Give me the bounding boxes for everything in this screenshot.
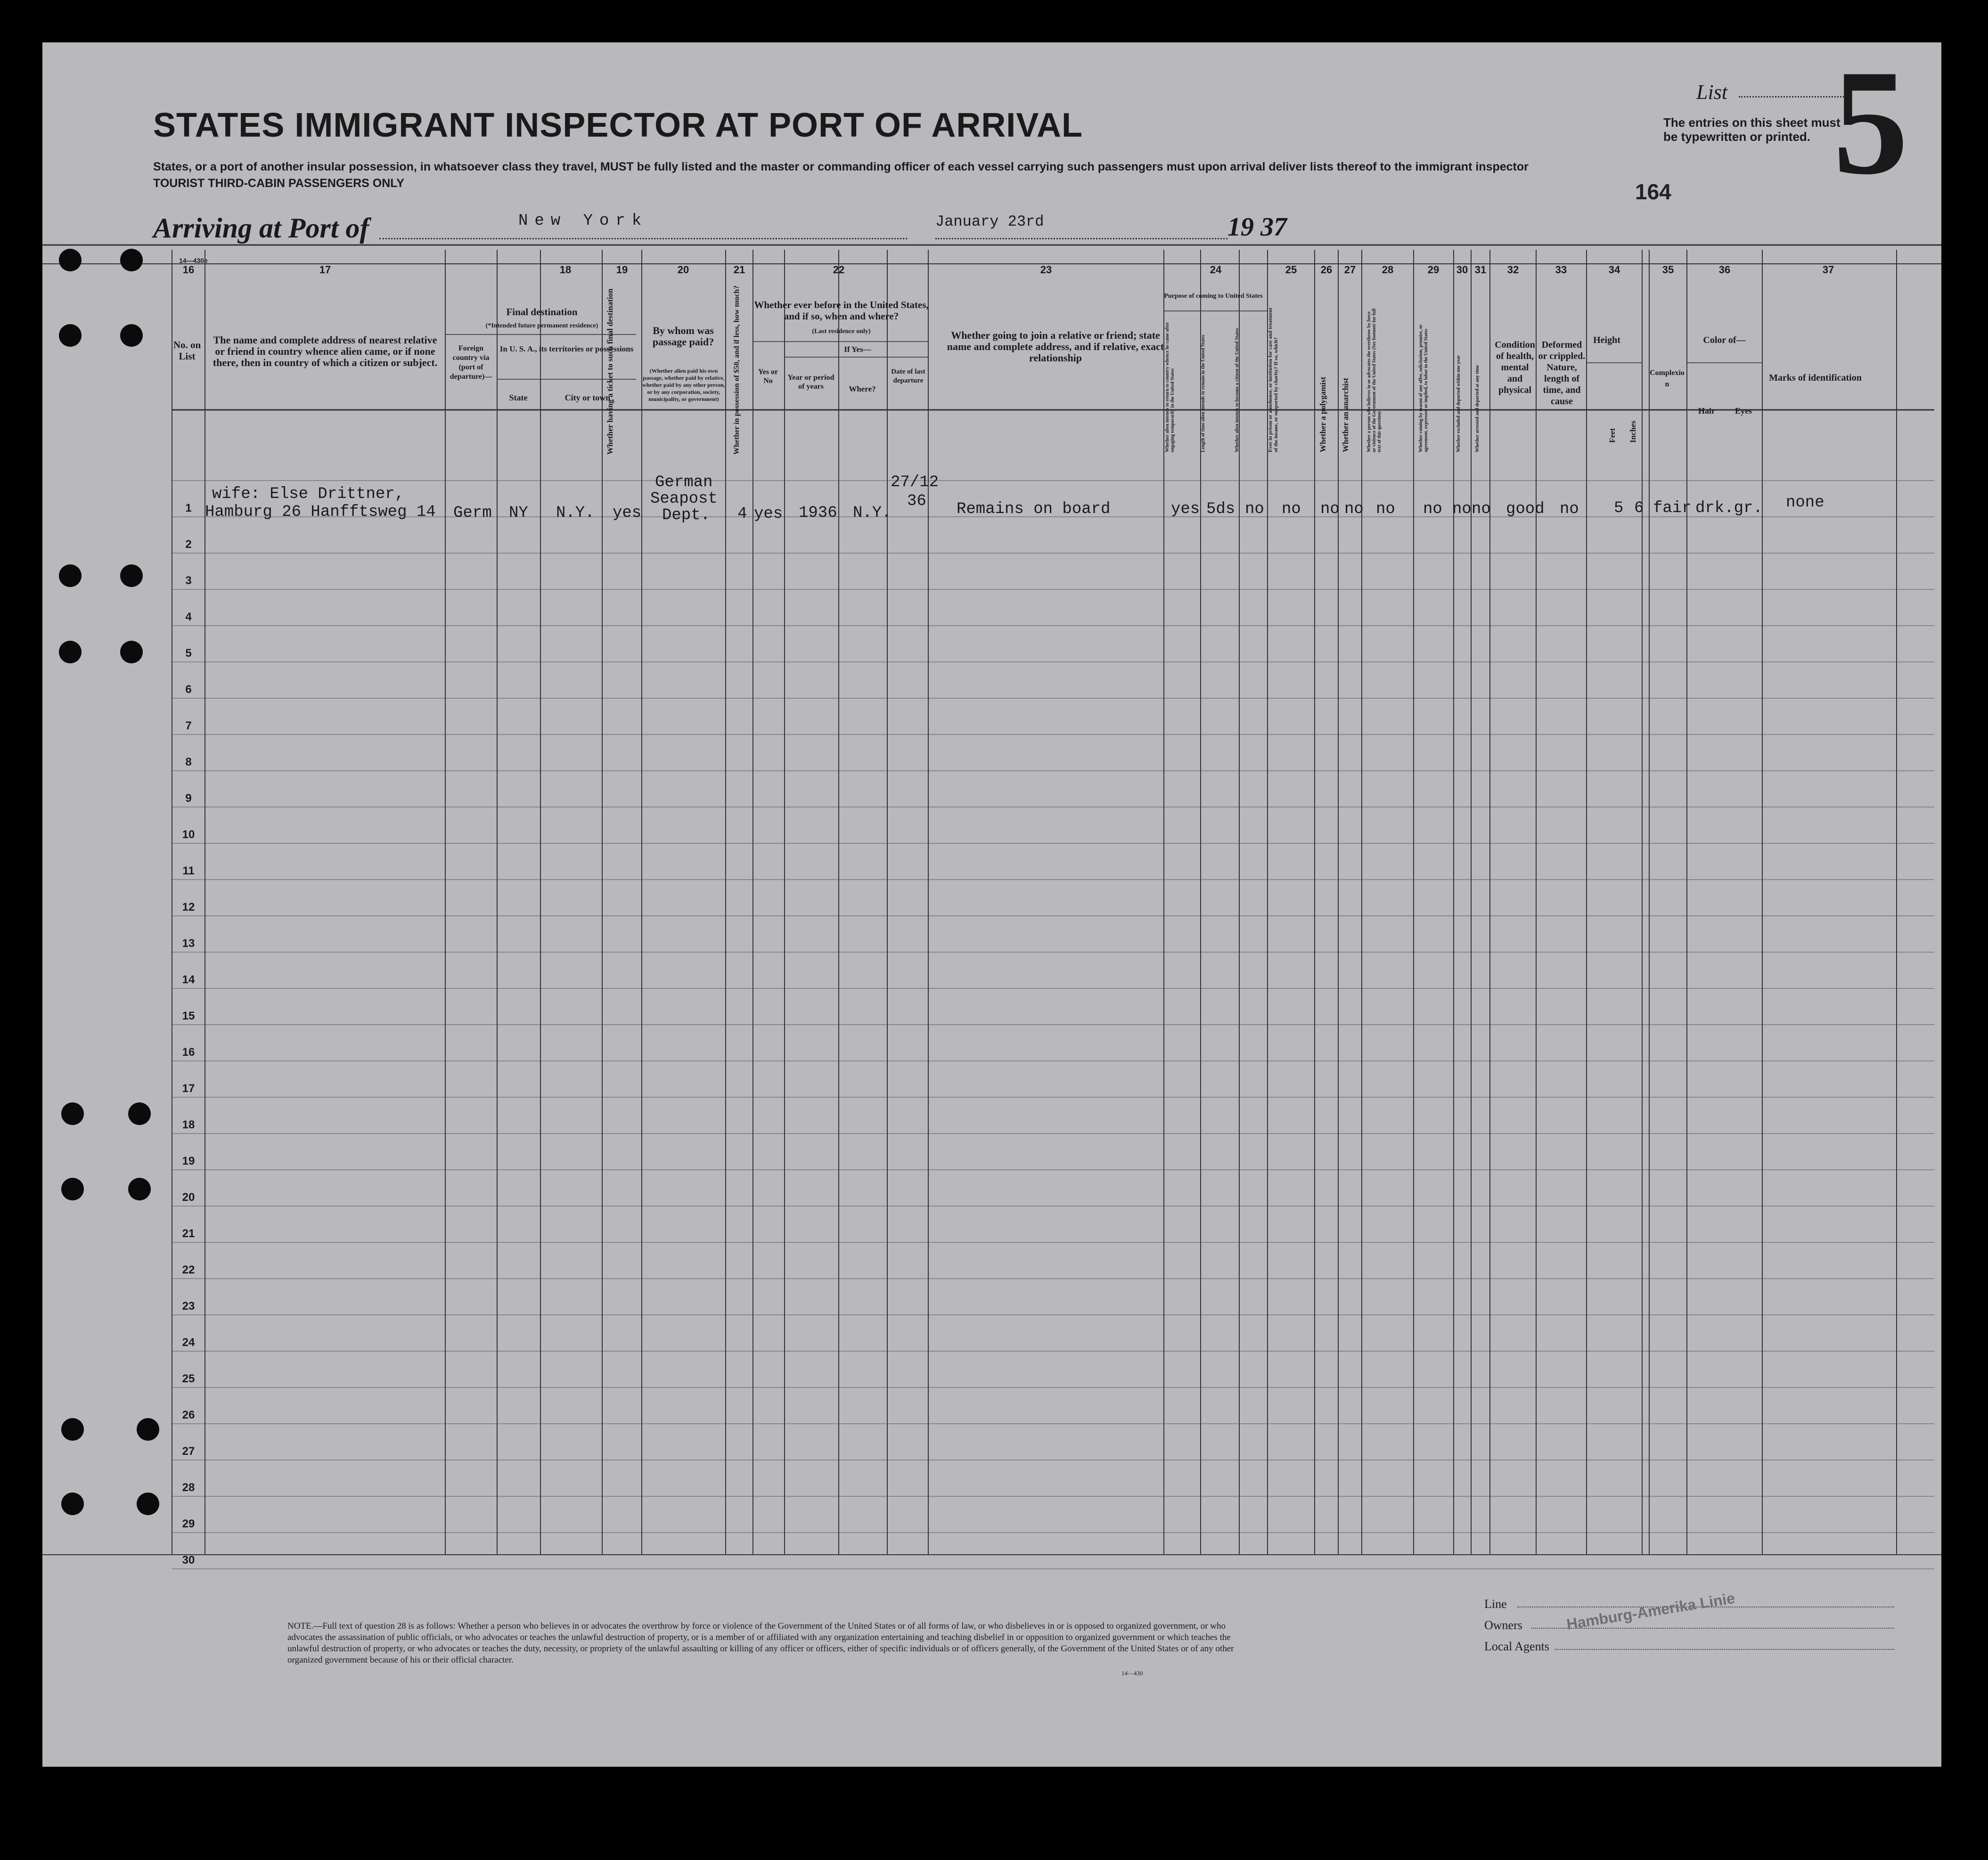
punch-hole <box>61 1102 84 1125</box>
column-number: 19 <box>616 264 628 276</box>
header-purpose-return: Whether alien intends to return to country whence he came after engaging temporarily in the United States <box>1165 322 1175 452</box>
footer-agents-label: Local Agents <box>1484 1640 1549 1653</box>
hamburg-amerika-stamp: Hamburg-Amerika Linie <box>1565 1589 1736 1633</box>
entry-health: good <box>1506 500 1545 518</box>
header-relative: The name and complete address of nearest relative or friend in country whence alien came, or if none there, then in country of which a citizen or subject. <box>213 334 438 368</box>
entry-departure-top: 27/12 <box>891 473 939 491</box>
column-number: 23 <box>1040 264 1052 276</box>
header-inches: Inches <box>1628 420 1637 443</box>
punch-hole <box>137 1418 159 1441</box>
punch-hole <box>120 324 143 347</box>
row-number: 22 <box>182 1264 195 1276</box>
punch-hole <box>120 564 143 587</box>
row-number: 23 <box>182 1300 195 1313</box>
row-number: 3 <box>185 574 192 587</box>
punch-hole <box>59 324 82 347</box>
entry-arrested: no <box>1472 500 1491 518</box>
entry-overthrow: no <box>1376 500 1395 518</box>
manifest-grid <box>42 42 1941 1767</box>
row-number: 2 <box>185 538 192 551</box>
header-offer-labor: Whether coming by reason of any offer, solicitation, promise, or agreement, expressed or implied, to labor in the United States <box>1418 324 1429 452</box>
column-number: 37 <box>1822 264 1834 276</box>
column-number: 21 <box>733 264 745 276</box>
header-paid-by-sub: (Whether alien paid his own passage, whether paid by relative, whether paid by any other person, or by any corporation, society, municipality, or government) <box>642 367 725 402</box>
row-number: 17 <box>182 1082 195 1095</box>
column-number: 35 <box>1662 264 1674 276</box>
entry-inches: 6 <box>1634 499 1644 517</box>
row-number: 15 <box>182 1010 195 1022</box>
row-number: 8 <box>185 756 192 768</box>
column-number: 26 <box>1320 264 1333 276</box>
header-city: City or town <box>564 393 611 402</box>
row-number: 30 <box>182 1554 195 1566</box>
entry-where: N.Y. <box>853 504 892 522</box>
column-number: 28 <box>1382 264 1394 276</box>
handwritten-number: 164 <box>1635 179 1671 204</box>
column-number: 20 <box>677 264 689 276</box>
header-purpose-length: Length of time alien intends to remain in the United States <box>1201 334 1206 452</box>
header-money: Whether in possession of $50, and if less, how much? <box>733 285 741 455</box>
header-if-yes: If Yes— <box>844 345 871 354</box>
header-final-destination: Final destination <box>506 306 578 318</box>
entry-marks: none <box>1786 494 1824 512</box>
punch-hole <box>128 1178 151 1200</box>
header-deformed: Deformed or crippled. Nature, length of time, and cause <box>1538 340 1586 407</box>
punch-hole <box>59 564 82 587</box>
entry-feet: 5 <box>1614 499 1624 517</box>
entry-length: 5ds <box>1206 500 1235 518</box>
row-number: 18 <box>182 1118 195 1131</box>
entry-paid-by-1: German <box>655 473 713 491</box>
header-ticket: Whether having a ticket to such final destination <box>605 288 614 455</box>
column-number: 30 <box>1456 264 1468 276</box>
footer-form-code: 14—430 <box>1121 1670 1143 1677</box>
row-number: 21 <box>182 1227 195 1240</box>
row-number: 16 <box>182 1046 195 1059</box>
footer-agents-rule <box>1555 1649 1894 1650</box>
header-marks: Marks of identification <box>1769 373 1862 383</box>
header-prison: Ever in prison or almshouse, or institution for care and treatment of the insane, or supported by charity? If so, which? <box>1268 307 1279 452</box>
column-number: 33 <box>1555 264 1567 276</box>
footer-owners-label: Owners <box>1484 1618 1522 1632</box>
row-number: 6 <box>185 683 192 696</box>
header-yes-no: Yes or No <box>758 368 778 385</box>
punch-hole <box>61 1418 84 1441</box>
entry-anarchist: no <box>1344 500 1364 518</box>
row-number: 26 <box>182 1409 195 1421</box>
year-value: 19 37 <box>1227 212 1287 242</box>
punch-hole <box>61 1493 84 1515</box>
column-number: 17 <box>319 264 331 276</box>
column-number: 32 <box>1507 264 1519 276</box>
header-overthrow: Whether a person who believes in or advocates the overthrow by force or violence of the Government of the United States (See footnote for full text of this question) <box>1366 308 1382 452</box>
port-value: New York <box>518 212 648 230</box>
column-number: 16 <box>182 264 195 276</box>
header-no-on-list: No. on List <box>173 339 201 362</box>
typewritten-note-1: The entries on this sheet must <box>1663 115 1841 130</box>
row-number: 25 <box>182 1372 195 1385</box>
entry-citizen: no <box>1245 500 1264 518</box>
entry-complexion: fair <box>1653 499 1692 517</box>
punch-hole <box>59 249 82 271</box>
header-purpose: Purpose of coming to United States <box>1164 293 1263 300</box>
entry-paid-by-2: Seapost <box>650 490 718 508</box>
row-number: 19 <box>182 1155 195 1167</box>
row-number: 9 <box>185 792 192 805</box>
instruction-line: States, or a port of another insular possession, in whatsoever class they travel, MUST be fully listed and the master or commanding officer of each vessel carrying such passengers must upon arrival deliver lists thereof to the immigrant inspector <box>153 160 1529 173</box>
header-purpose-citizen: Whether alien intends to become a citizen of the United States <box>1235 328 1240 452</box>
header-polygamist: Whether a polygamist <box>1318 376 1327 452</box>
entry-deformed: no <box>1560 500 1579 518</box>
punch-hole <box>120 249 143 271</box>
header-been-before: Whether ever before in the United States, and if so, when and where? <box>754 299 929 322</box>
header-joining: Whether going to join a relative or friend; state name and complete address, and if relative, exact relationship <box>947 329 1164 364</box>
date-value: January 23rd <box>935 213 1044 230</box>
entry-excluded: no <box>1452 500 1472 518</box>
entry-money: 4 <box>737 505 747 523</box>
column-number: 18 <box>559 264 572 276</box>
entry-city: N.Y. <box>556 504 595 522</box>
entry-state: NY <box>509 504 528 522</box>
entry-departure-bottom: 36 <box>907 492 926 510</box>
row-number: 11 <box>182 865 195 877</box>
punch-hole <box>120 641 143 663</box>
header-complexion: Complexion <box>1650 369 1685 388</box>
arriving-label: Arriving at Port of <box>153 212 369 244</box>
entry-purpose: yes <box>1171 500 1200 518</box>
entry-year: 1936 <box>799 504 837 522</box>
footer-line-label: Line <box>1484 1597 1507 1611</box>
header-in-usa: In U. S. A., its territories or possessions <box>499 344 634 353</box>
row-number: 13 <box>182 937 195 950</box>
entry-hair-eyes: drk.gr. <box>1695 499 1763 517</box>
row-number: 24 <box>182 1336 195 1349</box>
column-number: 27 <box>1344 264 1356 276</box>
row-number: 27 <box>182 1445 195 1458</box>
row-number: 10 <box>182 828 195 841</box>
header-feet: Feet <box>1608 428 1617 443</box>
column-number: 22 <box>833 264 845 276</box>
row-number: 5 <box>185 647 192 660</box>
entry-prison: no <box>1282 500 1301 518</box>
header-anarchist: Whether an anarchist <box>1341 377 1350 452</box>
punch-hole <box>59 641 82 663</box>
class-line: TOURIST THIRD-CABIN PASSENGERS ONLY <box>153 177 404 190</box>
header-last-departure: Date of last departure <box>891 368 925 384</box>
column-number: 25 <box>1285 264 1297 276</box>
column-number: 36 <box>1718 264 1731 276</box>
row-number: 4 <box>185 611 192 623</box>
header-state: State <box>509 393 528 402</box>
row-number: 14 <box>182 973 195 986</box>
header-height: Height <box>1593 335 1620 345</box>
header-hair: Hair <box>1698 406 1715 416</box>
list-number: 5 <box>1833 42 1908 206</box>
typewritten-note-2: be typewritten or printed. <box>1663 130 1811 144</box>
punch-hole <box>137 1493 159 1515</box>
header-final-destination-sub: (*Intended future permanent residence) <box>485 322 598 329</box>
header-year: Year or period of years <box>787 374 834 391</box>
header-color-of: Color of— <box>1703 335 1746 345</box>
page-title: STATES IMMIGRANT INSPECTOR AT PORT OF ARRIVAL <box>153 106 1083 144</box>
entry-polygamist: no <box>1320 500 1340 518</box>
form-number: 14—430e <box>179 257 208 264</box>
row-number: 12 <box>182 901 195 914</box>
header-arrested: Whether arrested and deported at any time <box>1475 365 1480 452</box>
column-number: 29 <box>1427 264 1440 276</box>
entry-ticket: yes <box>613 504 642 522</box>
header-paid-by: By whom was passage paid? <box>652 325 714 348</box>
row-number: 28 <box>182 1481 195 1494</box>
header-been-before-sub: (Last residence only) <box>812 328 871 335</box>
entry-foreign: Germ <box>453 504 492 522</box>
header-eyes: Eyes <box>1735 406 1752 416</box>
entry-relative-line2: Hamburg 26 Hanfftsweg 14 <box>205 503 436 521</box>
row-number: 1 <box>185 502 192 514</box>
row-number: 29 <box>182 1517 195 1530</box>
header-where: Where? <box>849 384 876 393</box>
punch-hole <box>61 1178 84 1200</box>
entry-joining: Remains on board <box>957 500 1111 518</box>
entry-relative-line1: wife: Else Drittner, <box>212 485 405 503</box>
punch-hole <box>128 1102 151 1125</box>
header-excluded: Whether excluded and deported within one year <box>1456 355 1461 452</box>
entry-paid-by-3: Dept. <box>662 506 711 524</box>
entry-offer-labor: no <box>1423 500 1442 518</box>
row-number: 7 <box>185 719 192 732</box>
row-number: 20 <box>182 1191 195 1204</box>
column-number: 31 <box>1474 264 1487 276</box>
header-foreign-country: Foreign country via (port of departure)— <box>450 344 492 381</box>
list-label: List <box>1696 81 1728 104</box>
footnote-question-28: NOTE.—Full text of question 28 is as follows: Whether a person who believes in or advocates the overthrow by force or violence of the Government of the United States or of all forms of law, or who disbelieves in or is opposed to organized government, or who advocates the assassination of public officials, or who advocates or teaches the unlawful destruction of property, or is a member of or affiliated with any organization entertaining and teaching disbelief in or opposition to organized government or which teaches the unlawful destruction of property, or who advocates or teaches the duty, necessity, or propriety of the unlawful assaulting or killing of any officer or officers, either of specific individuals or of officers generally, of the Government of the United States or of any other organized government because of his or their official character. <box>287 1621 1234 1665</box>
column-number: 24 <box>1210 264 1222 276</box>
column-number: 34 <box>1608 264 1620 276</box>
header-health: Condition of health, mental and physical <box>1495 340 1535 395</box>
manifest-sheet <box>42 42 1941 1767</box>
entry-been-before: yes <box>754 505 783 523</box>
